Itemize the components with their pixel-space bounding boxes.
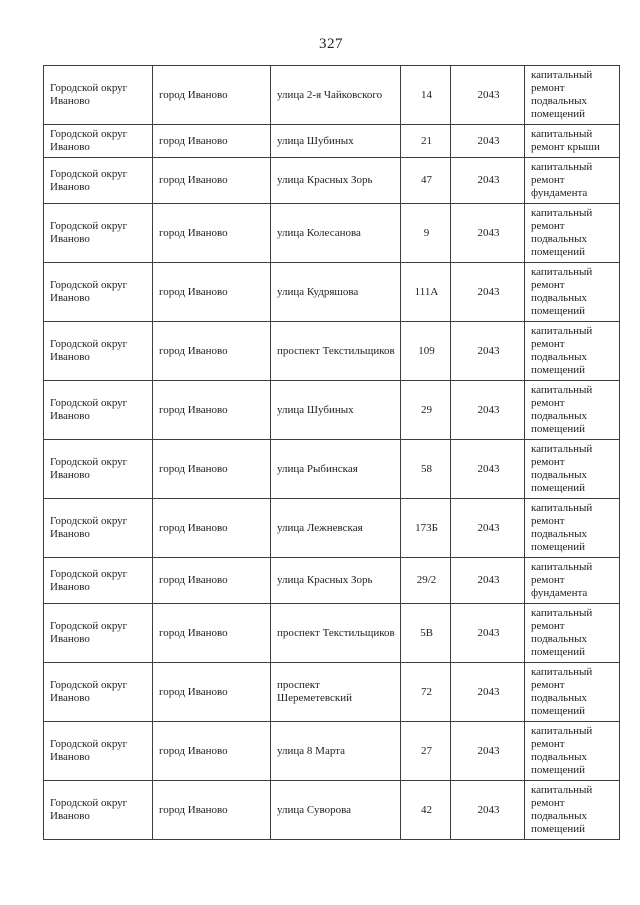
city-cell: город Иваново [153, 558, 271, 604]
street-cell: улица Красных Зорь [271, 158, 401, 204]
repair-type-cell: капитальный ремонт подвальных помещений [525, 381, 620, 440]
year-cell: 2043 [451, 158, 525, 204]
city-cell: город Иваново [153, 722, 271, 781]
house-number-cell: 29 [401, 381, 451, 440]
city-cell: город Иваново [153, 204, 271, 263]
city-cell: город Иваново [153, 499, 271, 558]
house-number-cell: 58 [401, 440, 451, 499]
district-cell: Городской округ Иваново [44, 158, 153, 204]
year-cell: 2043 [451, 558, 525, 604]
city-cell: город Иваново [153, 158, 271, 204]
district-cell: Городской округ Иваново [44, 263, 153, 322]
year-cell: 2043 [451, 125, 525, 158]
street-cell: проспект Текстильщиков [271, 604, 401, 663]
year-cell: 2043 [451, 722, 525, 781]
table-row [44, 204, 620, 263]
table-row [44, 158, 620, 204]
repair-type-cell: капитальный ремонт крыши [525, 125, 620, 158]
district-cell: Городской округ Иваново [44, 558, 153, 604]
year-cell: 2043 [451, 663, 525, 722]
district-cell: Городской округ Иваново [44, 322, 153, 381]
table-row [44, 604, 620, 663]
table-row [44, 125, 620, 158]
year-cell: 2043 [451, 604, 525, 663]
year-cell: 2043 [451, 263, 525, 322]
city-cell: город Иваново [153, 604, 271, 663]
city-cell: город Иваново [153, 663, 271, 722]
city-cell: город Иваново [153, 322, 271, 381]
year-cell: 2043 [451, 204, 525, 263]
district-cell: Городской округ Иваново [44, 663, 153, 722]
table-row [44, 440, 620, 499]
street-cell: улица Рыбинская [271, 440, 401, 499]
table-row [44, 263, 620, 322]
district-cell: Городской округ Иваново [44, 66, 153, 125]
table-row [44, 381, 620, 440]
house-number-cell: 21 [401, 125, 451, 158]
district-cell: Городской округ Иваново [44, 604, 153, 663]
year-cell: 2043 [451, 381, 525, 440]
year-cell: 2043 [451, 66, 525, 125]
street-cell: улица 8 Марта [271, 722, 401, 781]
repair-type-cell: капитальный ремонт подвальных помещений [525, 722, 620, 781]
street-cell: улица Шубиных [271, 125, 401, 158]
district-cell: Городской округ Иваново [44, 204, 153, 263]
city-cell: город Иваново [153, 125, 271, 158]
house-number-cell: 109 [401, 322, 451, 381]
repair-type-cell: капитальный ремонт подвальных помещений [525, 663, 620, 722]
house-number-cell: 173Б [401, 499, 451, 558]
repair-type-cell: капитальный ремонт подвальных помещений [525, 499, 620, 558]
table-row [44, 663, 620, 722]
district-cell: Городской округ Иваново [44, 381, 153, 440]
repair-type-cell: капитальный ремонт подвальных помещений [525, 66, 620, 125]
repair-type-cell: капитальный ремонт подвальных помещений [525, 322, 620, 381]
house-number-cell: 72 [401, 663, 451, 722]
street-cell: проспект Текстильщиков [271, 322, 401, 381]
city-cell: город Иваново [153, 381, 271, 440]
house-number-cell: 47 [401, 158, 451, 204]
street-cell: проспект Шереметевский [271, 663, 401, 722]
repair-type-cell: капитальный ремонт подвальных помещений [525, 263, 620, 322]
district-cell: Городской округ Иваново [44, 440, 153, 499]
city-cell: город Иваново [153, 781, 271, 840]
table-row [44, 722, 620, 781]
street-cell: улица Шубиных [271, 381, 401, 440]
capital-repair-schedule-table [43, 65, 620, 840]
page-number: 327 [319, 36, 343, 52]
year-cell: 2043 [451, 440, 525, 499]
city-cell: город Иваново [153, 440, 271, 499]
house-number-cell: 29/2 [401, 558, 451, 604]
district-cell: Городской округ Иваново [44, 722, 153, 781]
repair-type-cell: капитальный ремонт подвальных помещений [525, 204, 620, 263]
table-row [44, 781, 620, 840]
street-cell: улица 2-я Чайковского [271, 66, 401, 125]
repair-type-cell: капитальный ремонт подвальных помещений [525, 440, 620, 499]
repair-type-cell: капитальный ремонт подвальных помещений [525, 781, 620, 840]
house-number-cell: 5В [401, 604, 451, 663]
repair-type-cell: капитальный ремонт подвальных помещений [525, 604, 620, 663]
table-body [44, 66, 620, 840]
street-cell: улица Красных Зорь [271, 558, 401, 604]
repair-type-cell: капитальный ремонт фундамента [525, 158, 620, 204]
house-number-cell: 27 [401, 722, 451, 781]
street-cell: улица Лежневская [271, 499, 401, 558]
district-cell: Городской округ Иваново [44, 781, 153, 840]
city-cell: город Иваново [153, 263, 271, 322]
table-row [44, 499, 620, 558]
house-number-cell: 9 [401, 204, 451, 263]
year-cell: 2043 [451, 499, 525, 558]
table-row [44, 322, 620, 381]
district-cell: Городской округ Иваново [44, 499, 153, 558]
street-cell: улица Кудряшова [271, 263, 401, 322]
repair-type-cell: капитальный ремонт фундамента [525, 558, 620, 604]
street-cell: улица Суворова [271, 781, 401, 840]
house-number-cell: 111А [401, 263, 451, 322]
house-number-cell: 42 [401, 781, 451, 840]
table-row [44, 66, 620, 125]
street-cell: улица Колесанова [271, 204, 401, 263]
table-row [44, 558, 620, 604]
year-cell: 2043 [451, 781, 525, 840]
house-number-cell: 14 [401, 66, 451, 125]
year-cell: 2043 [451, 322, 525, 381]
city-cell: город Иваново [153, 66, 271, 125]
district-cell: Городской округ Иваново [44, 125, 153, 158]
